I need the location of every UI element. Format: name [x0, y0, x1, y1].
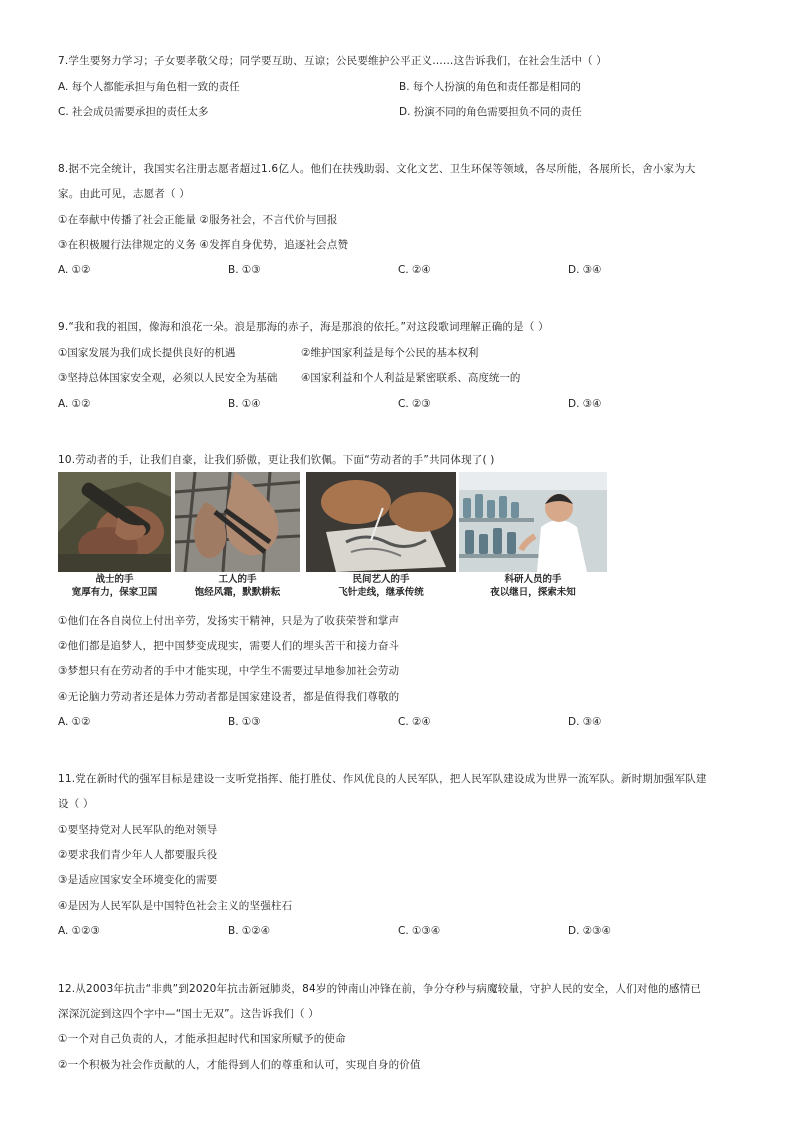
q11-item-3: ③是适应国家安全环境变化的需要: [58, 874, 218, 886]
caption-worker-title: 工人的手: [218, 574, 257, 585]
q12-item-1: ①一个对自己负责的人，才能承担起时代和国家所赋予的使命: [58, 1033, 346, 1045]
artist-hands-photo: [306, 472, 456, 572]
q11-stem-line1: 11.党在新时代的强军目标是建设一支听党指挥、能打胜仗、作风优良的人民军队，把人民军队建设成为世界一流军队。新时期加强军队建: [58, 773, 707, 785]
q8-option-b: B. ①③: [228, 264, 261, 276]
q8-item-row2: ③在积极履行法律规定的义务 ④发挥自身优势，追逐社会点赞: [58, 239, 349, 251]
q8-stem-line2: 家。由此可见，志愿者（ ）: [58, 188, 190, 200]
caption-artist-title: 民间艺人的手: [352, 574, 410, 585]
q12-stem-line1: 12.从2003年抗击“非典”到2020年抗击新冠肺炎，84岁的钟南山冲锋在前，争分夺秒与病魔较量，守护人民的安全，人们对他的感情已: [58, 983, 702, 995]
q9-option-a: A. ①②: [58, 398, 91, 410]
q10-stem: 10.劳动者的手，让我们自豪，让我们骄傲，更让我们钦佩。下面“劳动者的手”共同体现了( ): [58, 454, 495, 466]
q9-options: [58, 397, 758, 411]
q8-item-row1: ①在奉献中传播了社会正能量 ②服务社会，不言代价与回报: [58, 214, 338, 226]
q7-options-row1: [58, 80, 758, 94]
q9-item-1: ①国家发展为我们成长提供良好的机遇: [58, 347, 236, 359]
q11-option-a: A. ①②③: [58, 925, 100, 937]
q11-stem-line2: 设（ ）: [58, 798, 94, 810]
q7-option-c: C. 社会成员需要承担的责任太多: [58, 106, 209, 118]
q11-item-2: ②要求我们青少年人人都要服兵役: [58, 849, 218, 861]
q10-option-d: D. ③④: [568, 716, 602, 728]
q7-stem: 7.学生要努力学习；子女要孝敬父母；同学要互助、互谅；公民要维护公平正义……这告诉我们，在社会生活中（ ）: [58, 55, 607, 67]
caption-soldier-sub: 宽厚有力，保家卫国: [71, 587, 158, 598]
q9-item-row1: [58, 346, 758, 360]
q7-option-d: D. 扮演不同的角色需要担负不同的责任: [399, 106, 582, 118]
q9-option-d: D. ③④: [568, 398, 602, 410]
q7-options-row2: [58, 105, 758, 119]
q9-option-c: C. ②③: [398, 398, 431, 410]
caption-soldier-title: 战士的手: [95, 574, 134, 585]
q11-option-c: C. ①③④: [398, 925, 441, 937]
q9-item-2: ②维护国家利益是每个公民的基本权利: [301, 347, 479, 359]
q10-item-1: ①他们在各自岗位上付出辛劳，发扬实干精神，只是为了收获荣誉和掌声: [58, 615, 400, 627]
q7-option-a: A. 每个人都能承担与角色相一致的责任: [58, 81, 240, 93]
caption-artist-sub: 飞针走线，继承传统: [338, 587, 424, 598]
q10-option-b: B. ①③: [228, 716, 261, 728]
q8-option-d: D. ③④: [568, 264, 602, 276]
q11-options: [58, 924, 758, 938]
worker-hands-photo: [175, 472, 300, 572]
q10-item-3: ③梦想只有在劳动者的手中才能实现，中学生不需要过早地参加社会劳动: [58, 665, 400, 677]
q11-item-4: ④是因为人民军队是中国特色社会主义的坚强柱石: [58, 900, 293, 912]
q9-item-3: ③坚持总体国家安全观，必须以人民安全为基础: [58, 372, 278, 384]
q8-stem-line1: 8.据不完全统计，我国实名注册志愿者超过1.6亿人。他们在扶残助弱、文化文艺、卫生环保等领域，各尽所能，各展所长，舍小家为大: [58, 163, 696, 175]
q10-photo-strip: [58, 472, 608, 604]
q11-item-1: ①要坚持党对人民军队的绝对领导: [58, 824, 218, 836]
q8-options: [58, 263, 758, 277]
q9-item-row2: [58, 371, 758, 385]
q11-option-b: B. ①②④: [228, 925, 271, 937]
q10-option-c: C. ②④: [398, 716, 431, 728]
q9-item-4: ④国家利益和个人利益是紧密联系、高度统一的: [301, 372, 521, 384]
caption-researcher-title: 科研人员的手: [504, 574, 562, 585]
q9-option-b: B. ①④: [228, 398, 261, 410]
caption-researcher-sub: 夜以继日，探索未知: [490, 587, 576, 598]
researcher-photo: [459, 472, 607, 572]
q11-option-d: D. ②③④: [568, 925, 611, 937]
q12-stem-line2: 深深沉淀到这四个字中—“国士无双”。这告诉我们（ ）: [58, 1008, 319, 1020]
q10-item-2: ②他们都是追梦人，把中国梦变成现实，需要人们的埋头苦干和接力奋斗: [58, 640, 400, 652]
q12-item-2: ②一个积极为社会作贡献的人，才能得到人们的尊重和认可，实现自身的价值: [58, 1059, 421, 1071]
q8-option-c: C. ②④: [398, 264, 431, 276]
q9-stem: 9.“我和我的祖国，像海和浪花一朵。浪是那海的赤子，海是那浪的依托。”对这段歌词理解正确的是（ ）: [58, 321, 549, 333]
q10-item-4: ④无论脑力劳动者还是体力劳动者都是国家建设者，都是值得我们尊敬的: [58, 691, 400, 703]
q7-option-b: B. 每个人扮演的角色和责任都是相同的: [399, 81, 581, 93]
q10-option-a: A. ①②: [58, 716, 91, 728]
q10-options: [58, 715, 758, 729]
caption-worker-sub: 饱经风霜，默默耕耘: [194, 587, 281, 598]
q8-option-a: A. ①②: [58, 264, 91, 276]
soldier-hands-photo: [58, 472, 171, 572]
